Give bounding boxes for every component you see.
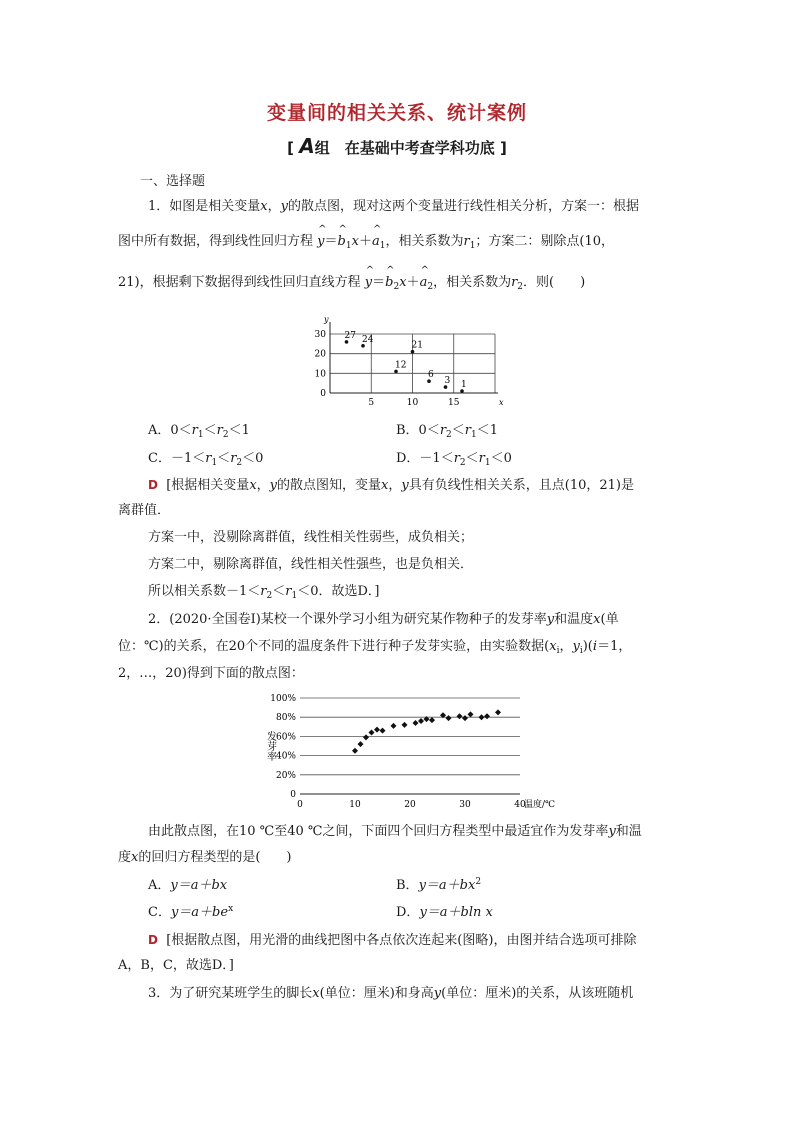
data-point xyxy=(413,720,419,726)
data-point xyxy=(391,723,397,729)
x-tick-label: 20 xyxy=(404,800,416,810)
bracket-close: ] xyxy=(499,139,507,157)
q1-line-3: 21)，根据剩下数据得到线性回归直线方程 ^ y＝^ $b_2x+\^{}$ $a_2$，相关系数为$r_2$．则( ) xyxy=(118,274,585,292)
x-tick-label: 30 xyxy=(459,800,471,810)
q2-explanation-2: A，B，C，故选D．] xyxy=(118,958,234,973)
data-point xyxy=(369,730,375,736)
page-title: 变量间的相关关系、统计案例 xyxy=(266,102,527,124)
q1-option-a[interactable]: A．$0<r_1<r_2<1$ xyxy=(148,423,250,440)
data-point xyxy=(446,715,452,721)
data-point xyxy=(358,741,364,747)
y-axis-label: 发芽率 xyxy=(264,731,276,761)
section-heading: 一、选择题 xyxy=(140,174,206,189)
q2-after-2: 度x的回归方程类型的是( ) xyxy=(118,850,292,865)
data-point xyxy=(462,715,468,721)
q2-answer: D xyxy=(148,933,158,947)
y-tick-label: 100% xyxy=(270,694,296,704)
q1-line-2: 图中所有数据，得到线性回归方程 ^ y＝^ $b_1x+\^{}$ $a_1$，相关系数为$r_1$；方案二：剔除点(10， xyxy=(118,233,614,251)
y-tick-label: 30 xyxy=(314,330,326,340)
x-axis-label: 温度/℃ xyxy=(524,800,556,810)
x-tick-label: 0 xyxy=(297,800,303,810)
data-point xyxy=(484,713,490,719)
group-heading xyxy=(0,134,794,158)
q2-line-3: 2，…，20)得到下面的散点图： xyxy=(118,666,304,681)
x-tick-label: 40 xyxy=(514,800,526,810)
point-label: 24 xyxy=(362,334,374,345)
group-label: 组 在基础中考查学科功底 xyxy=(314,139,495,157)
data-point xyxy=(374,727,380,733)
data-point xyxy=(429,717,435,723)
point-label: 27 xyxy=(344,330,356,341)
data-point xyxy=(363,734,369,740)
y-tick-label: 80% xyxy=(275,713,296,724)
y-tick-label: 0 xyxy=(320,389,326,399)
data-point xyxy=(457,713,463,719)
q1-explanation-1: D [根据相关变量x，y的散点图知，变量x，y具有负线性相关关系，且点(10，21)是 xyxy=(148,478,634,493)
point-label: 1 xyxy=(461,380,467,391)
x-tick-label: 10 xyxy=(406,398,419,408)
q1-line-1: 1．如图是相关变量x，y的散点图，现对这两个变量进行线性相关分析，方案一：根据 xyxy=(148,199,640,214)
q2-option-a[interactable]: A．y＝a＋bx xyxy=(148,878,228,893)
q2-line-2: 位：℃)的关系，在20个不同的温度条件下进行种子发芽实验，由实验数据($x_i$，$y_i)(i=1$， xyxy=(118,639,632,656)
y-tick-label: 40% xyxy=(275,751,296,762)
bracket-open: [ xyxy=(287,139,295,157)
x-tick-label: 15 xyxy=(448,398,460,408)
x-axis-label: x xyxy=(499,398,504,407)
q2-after-1: 由此散点图，在10 ℃至40 ℃之间，下面四个回归方程类型中最适宜作为发芽率y和温 xyxy=(148,824,642,839)
y-tick-label: 20% xyxy=(275,770,296,781)
q1-explanation-2: 离群值． xyxy=(118,503,171,518)
data-point xyxy=(468,711,474,717)
y-axis-label: y xyxy=(324,315,329,324)
q1-answer: D xyxy=(148,478,158,492)
q1-option-c[interactable]: C．$-1<r_1<r_2<0$ xyxy=(148,451,264,468)
q3-line-1: 3．为了研究某班学生的脚长x(单位：厘米)和身高y(单位：厘米)的关系，从该班随机 xyxy=(148,986,634,1001)
q2-option-d[interactable]: D．y＝a＋bln x xyxy=(396,905,493,920)
q1-explanation-5: 所以相关系数$-1<r_2<r_1<0$．故选D．] xyxy=(148,584,380,601)
q1-explanation-4: 方案二中，剔除离群值，线性相关性强些，也是负相关． xyxy=(148,557,474,572)
point-label: 21 xyxy=(411,340,423,351)
data-point xyxy=(418,718,424,724)
data-point xyxy=(479,714,485,720)
scatter-chart-1 xyxy=(300,310,520,410)
data-point xyxy=(380,728,386,734)
q2-option-b[interactable]: B．$y=a+bx^2$ xyxy=(396,877,482,893)
y-tick-label: 60% xyxy=(275,732,296,743)
y-tick-label: 0 xyxy=(290,790,296,800)
q2-line-1: 2．(2020·全国卷Ⅰ)某校一个课外学习小组为研究某作物种子的发芽率y和温度x(单 xyxy=(148,612,619,627)
y-tick-label: 20 xyxy=(314,349,326,360)
group-badge: A xyxy=(299,134,315,158)
q1-explanation-3: 方案一中，没剔除离群值，线性相关性弱些，成负相关； xyxy=(148,530,474,545)
q2-option-c[interactable]: C．$y=a+be^x$ xyxy=(148,904,234,920)
point-label: 12 xyxy=(395,360,407,371)
q2-explanation-1: D [根据散点图，用光滑的曲线把图中各点依次连起来(图略)，由图并结合选项可排除 xyxy=(148,933,637,948)
point-label: 3 xyxy=(444,376,451,387)
x-tick-label: 10 xyxy=(349,800,361,810)
data-point xyxy=(402,722,408,728)
q1-option-b[interactable]: B．$0<r_2<r_1<1$ xyxy=(396,423,499,440)
data-point xyxy=(495,709,501,715)
point-label: 6 xyxy=(428,370,434,381)
x-tick-label: 5 xyxy=(368,398,375,408)
y-tick-label: 10 xyxy=(314,369,326,380)
scatter-chart-2 xyxy=(248,690,588,812)
data-point xyxy=(352,748,358,754)
q1-option-d[interactable]: D．$-1<r_2<r_1<0$ xyxy=(396,451,512,468)
